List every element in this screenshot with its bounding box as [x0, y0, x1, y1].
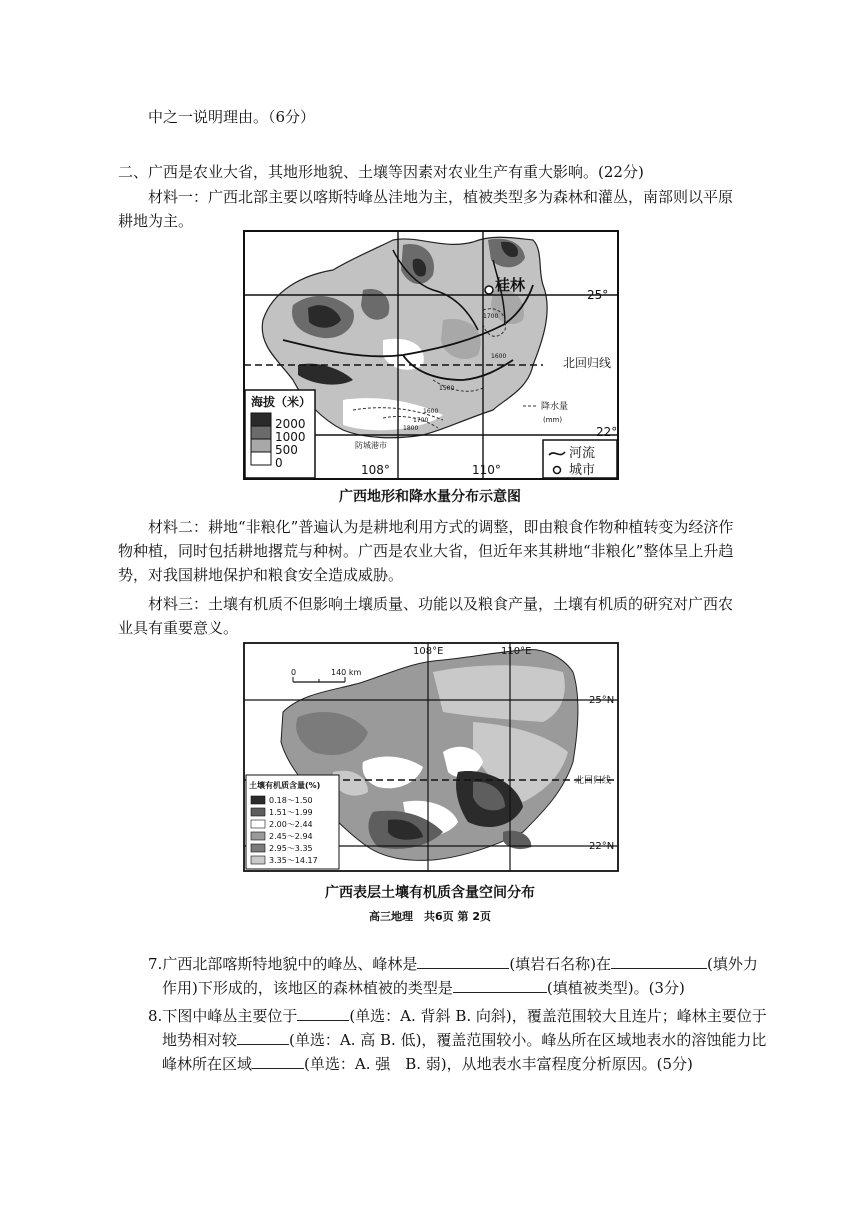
- material-2: 材料二：耕地“非粮化”普遍认为是耕地利用方式的调整，即由粮食作物种植转变为经济作物种植，同时包括耕地撂荒与种树。广西是农业大省，但近年来其耕地“非粮化”整体呈上升趋势，对我国耕地保护和粮食安全造成威胁。: [118, 518, 734, 584]
- answer-blank-dissolution[interactable]: [252, 1052, 304, 1069]
- map2-caption: 广西表层土壤有机质含量空间分布: [325, 885, 535, 901]
- answer-blank-rock[interactable]: [417, 952, 509, 969]
- elevation-legend-title: 海拔（米）: [251, 395, 312, 409]
- isohyet-label: 1700: [483, 313, 499, 320]
- isohyet-label: 1600: [423, 408, 439, 415]
- elevation-legend: [245, 390, 315, 478]
- elevation-level: 500: [275, 443, 298, 457]
- city-legend-label: 城市: [569, 463, 596, 478]
- previous-question-tail: 中之一说明理由。（6分）: [148, 108, 316, 126]
- material-1: 材料一：广西北部主要以喀斯特峰丛洼地为主，植被类型多为森林和灌丛，南部则以平原耕地为主。: [118, 188, 734, 230]
- answer-blank-vegetation[interactable]: [453, 976, 547, 993]
- river-legend-label: 河流: [569, 446, 596, 461]
- city-guilin-label: 桂林: [495, 276, 526, 294]
- scale-start-label: 0: [291, 668, 297, 677]
- section-heading: 二、广西是农业大省，其地形地貌、土壤等因素对农业生产有重大影响。(22分): [118, 163, 644, 181]
- answer-blank-structure[interactable]: [297, 1004, 349, 1021]
- latitude-22-label: 22°: [596, 425, 618, 439]
- symbol-legend: [543, 440, 617, 478]
- soil-legend-item: 2.45～2.94: [269, 832, 313, 841]
- latitude-22n-label: 22°N: [589, 841, 615, 852]
- elevation-level: 1000: [275, 430, 306, 444]
- soil-legend-title: 土壤有机质含量(%): [249, 781, 321, 790]
- isohyet-label: 1700: [413, 417, 429, 424]
- isohyet-label: 1500: [439, 385, 455, 392]
- soil-legend-item: 1.51～1.99: [269, 808, 313, 817]
- tropic-label: 北回归线: [575, 776, 612, 786]
- soil-legend-item: 2.95～3.35: [269, 844, 313, 853]
- soil-legend-item: 0.18～1.50: [269, 796, 313, 805]
- longitude-110e-label: 110°E: [501, 646, 532, 657]
- map1-caption: 广西地形和降水量分布示意图: [339, 489, 521, 505]
- soil-legend: [246, 775, 339, 869]
- rainfall-legend-label: 降水量: [541, 402, 569, 412]
- material-3: 材料三：土壤有机质不但影响土壤质量、功能以及粮食产量，土壤有机质的研究对广西农业具有重要意义。: [118, 595, 734, 637]
- elevation-level: 0: [275, 456, 283, 470]
- port-city-label: 防城港市: [355, 441, 387, 450]
- soil-legend-item: 3.35～14.17: [269, 856, 318, 865]
- isohyet-label: 1600: [491, 353, 507, 360]
- question-7: 7.广西北部喀斯特地貌中的峰丛、峰林是 (填岩石名称)在 (填外力作用)下形成的，该地区的森林植被的类型是 (填植被类型)。(3分): [132, 952, 772, 1000]
- tropic-label: 北回归线: [563, 356, 612, 370]
- longitude-110-label: 110°: [472, 463, 501, 477]
- elevation-level: 2000: [275, 417, 306, 431]
- latitude-25-label: 25°: [587, 288, 609, 302]
- longitude-108-label: 108°: [361, 463, 390, 477]
- soil-organic-matter-map: [243, 642, 619, 872]
- terrain-rainfall-map: [243, 230, 619, 480]
- latitude-25n-label: 25°N: [589, 695, 615, 706]
- city-symbol-icon: [554, 467, 561, 474]
- rainfall-legend-unit: (mm): [543, 416, 563, 424]
- question-number: 7.: [148, 955, 163, 973]
- scale-end-label: 140 km: [331, 668, 362, 677]
- isohyet-label: 1800: [403, 425, 419, 432]
- question-8: 8.下图中峰丛主要位于 (单选：A. 背斜 B. 向斜)，覆盖范围较大且连片；峰林主要位于地势相对较 (单选：A. 高 B. 低)，覆盖范围较小。峰丛所在区域地表水的溶蚀能力比峰林所在区域 (单选：A. 强 B. 弱)，从地表水丰富程度分析原因。(5分): [132, 1004, 772, 1076]
- answer-blank-terrain[interactable]: [237, 1028, 289, 1045]
- question-number: 8.: [148, 1007, 163, 1025]
- soil-legend-item: 2.00～2.44: [269, 820, 313, 829]
- page-footer: 高三地理 共6页 第 2页: [369, 910, 491, 923]
- longitude-108e-label: 108°E: [413, 646, 444, 657]
- answer-blank-process[interactable]: [611, 952, 707, 969]
